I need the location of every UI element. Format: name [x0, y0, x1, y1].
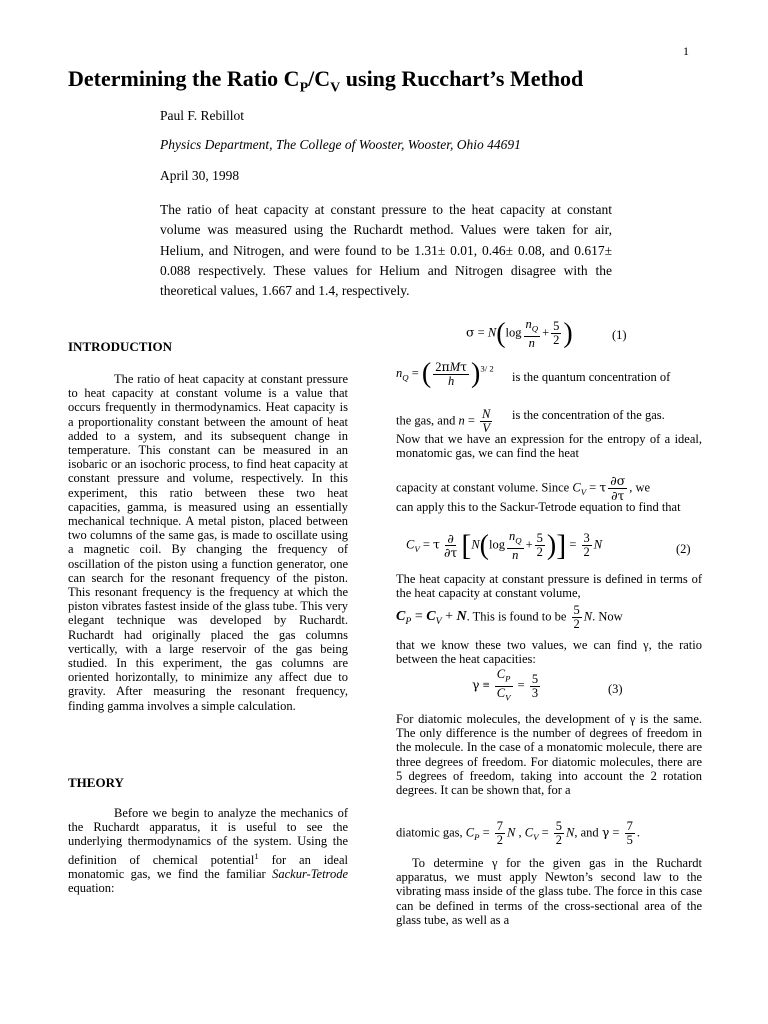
- apply-paragraph: can apply this to the Sackur-Tetrode equation to find that: [396, 500, 681, 514]
- cp-definition-paragraph: The heat capacity at constant pressure is defined in terms of the heat capacity at constant volume,: [396, 572, 702, 601]
- affiliation: Physics Department, The College of Wooster, Wooster, Ohio 44691: [160, 137, 521, 152]
- introduction-text: The ratio of heat capacity at constant pressure to heat capacity at constant volume is a value that occurs frequently in thermodynamics. Heat capacity is a proportionality constant between the amount of heat added to a system, and its subsequent change in temperature. This constant can be measured in an isobaric or an isochoric process, to find heat capacity at constant pressure and volume, respectively. In this experiment, this ratio between these two heat capacities, gamma, is measured using an essentially mechanical technique. A metal piston, placed between two columns of the same gas, is made to oscillate using a magnetic coil. By changing the frequency of oscillation of the piston using a function generator, one can search for the resonant frequency of the piston. This resonant frequency is the frequency at which the piston vibrates fastest inside of the glass tube. This very elegant technique was developed by Ruchardt. Ruchardt had originally placed the gas columns vertically, with a large reservoir of the gas being studied. In this experiment, the gas columns are oriented horizontally, to minimize any affect due to gravity. After measuring the resonant frequency, finding gamma involves a simple calculation.: [68, 372, 348, 713]
- entropy-paragraph: Now that we have an expression for the entropy of a ideal, monatomic gas, we can find the heat: [396, 432, 702, 461]
- equation-2: $C_V = \tau$ $\frac{\partial}{\partial\tau}$ [N(log $\frac{n_Q}{n}$ + $\frac{5}{2}$ )] = $\frac{3}{2}$ N: [406, 528, 603, 562]
- theory-text: Before we begin to analyze the mechanics of the Ruchardt apparatus, it is useful to see the underlying thermodynamics of the system. Using the definition of chemical potential$^1$ for an ideal monatomic gas, we find the familiar Sackur-Tetrode equation:: [68, 806, 348, 896]
- cp-equation: $C_P = C_V + N$. This is found to be $\frac{5}{2}$ N. Now: [396, 603, 623, 631]
- theory-heading: THEORY: [68, 775, 124, 790]
- concentration-description: is the concentration of the gas.: [512, 408, 665, 422]
- equation-1: σ = N(log $\frac{n_Q}{n}$ + $\frac{5}{2}$ ): [466, 317, 573, 350]
- paper-title: Determining the Ratio $C_P/C_V$ using Rucchart’s Method: [68, 66, 584, 96]
- abstract: The ratio of heat capacity at constant pressure to the heat capacity at constant volume was measured using the Ruchardt method. Values were taken for air, Helium, and Nitrogen, and were found to be 1.31± 0.01, 0.46± 0.08, and 0.617± 0.088 respectively. These values for Helium and Nitrogen disagree with the theoretical values, 1.667 and 1.4, respectively.: [160, 202, 612, 299]
- newton-paragraph: To determine γ for the given gas in the Ruchardt apparatus, we must apply Newton’s second law to the vibrating mass inside of the glass tube. The force in this case can be defined in terms of the cross-sectional area of the glass tube, as well as a: [396, 856, 702, 927]
- quantum-concentration-expr: $n_Q$ = ( $\frac{\text{2πMτ}}{h}$ )$^{3/ 2}$: [396, 358, 494, 389]
- equation-2-label: (2): [676, 542, 691, 556]
- equation-1-label: (1): [612, 328, 627, 342]
- date: April 30, 1998: [160, 168, 240, 183]
- nq-description: is the quantum concentration of: [512, 370, 671, 384]
- diatomic-paragraph: For diatomic molecules, the development of γ is the same. The only difference is the number of degrees of freedom in the molecule. In the case of a monatomic molecule, there are three degrees of freedom. For diatomic molecules, there are 5 degrees of freedom, taking into account the 2 rotation degrees. It can be shown that, for a: [396, 712, 702, 798]
- equation-3-label: (3): [608, 682, 623, 696]
- footnote-mark: 1: [254, 850, 259, 861]
- page-number: 1: [683, 44, 689, 58]
- cv-since: capacity at constant volume. Since $C_V = \tau$ $\frac{\partial\sigma}{\partial\tau}$ , we: [396, 473, 651, 503]
- diatomic-equations: diatomic gas, $C_P$ = $\frac{7}{2}$ N , $C_V$ = $\frac{5}{2}$ N, and γ = $\frac{7}{5}$ .: [396, 819, 640, 847]
- gas-and: the gas, and n = $\frac{N}{V}$: [396, 407, 491, 435]
- introduction-heading: INTRODUCTION: [68, 339, 173, 354]
- equation-3: γ ≡ $\frac{C_P}{C_V}$ = $\frac{5}{3}$: [472, 667, 539, 702]
- two-values-paragraph: that we know these two values, we can find γ, the ratio between the heat capacities:: [396, 638, 702, 667]
- author: Paul F. Rebillot: [160, 108, 245, 123]
